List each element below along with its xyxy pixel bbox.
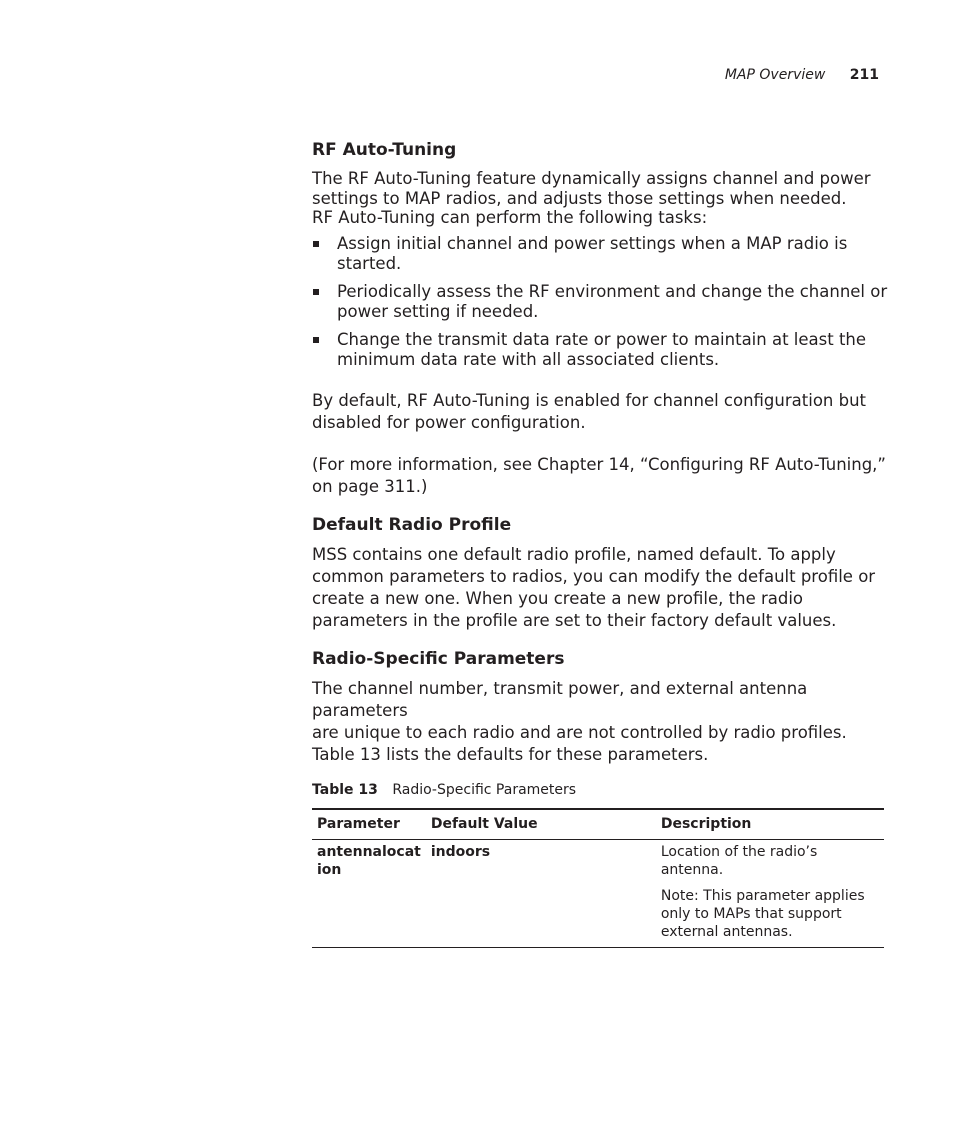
description-text: Location of the radio’s antenna. xyxy=(660,843,818,878)
default-radio-profile-section xyxy=(312,514,888,632)
header-section-title: MAP Overview xyxy=(724,67,826,83)
page-number: 211 xyxy=(849,67,879,83)
default-radio-profile-paragraph: MSS contains one default radio profile, named default. To apply common parameters to radios, you can modify the default profile or create a new one. When you create a new profile, the radio parameters in the profile are set to their factory default values. xyxy=(312,544,876,630)
radio-specific-parameters-paragraph xyxy=(312,678,888,766)
rsp-line: The channel number, transmit power, and external antenna parameters xyxy=(312,678,808,720)
rf-intro-paragraph xyxy=(312,169,888,228)
parameter-text: ion xyxy=(317,861,342,878)
rf-intro-line: settings to MAP radios, and adjusts those settings when needed. xyxy=(312,188,847,208)
rsp-line: Table 13 lists the defaults for these parameters. xyxy=(312,744,709,764)
rf-intro-line: RF Auto-Tuning can perform the following tasks: xyxy=(312,208,708,227)
radio-specific-parameters-section xyxy=(312,648,888,948)
list-item: Change the transmit data rate or power to maintain at least the minimum data rate with all associated clients. xyxy=(312,330,888,370)
table-row xyxy=(312,839,884,947)
list-item: Periodically assess the RF environment and change the channel or power setting if needed. xyxy=(312,282,888,322)
table-caption-label: Table 13 xyxy=(312,781,378,798)
column-header-default-value: Default Value xyxy=(430,815,538,832)
parameter-text: antennalocat xyxy=(317,843,421,860)
radio-parameters-table xyxy=(312,808,884,948)
table-header-row xyxy=(312,809,884,840)
rf-auto-tuning-section xyxy=(312,139,888,498)
rf-intro-line: The RF Auto-Tuning feature dynamically assigns channel and power xyxy=(312,169,871,188)
column-header-parameter: Parameter xyxy=(317,815,400,832)
main-content xyxy=(312,139,888,964)
description-note: Note: This parameter applies only to MAPs that support external antennas. xyxy=(660,887,865,940)
rf-more-info-paragraph: (For more information, see Chapter 14, “Configuring RF Auto-Tuning,” on page 311.) xyxy=(312,454,886,496)
rsp-line: are unique to each radio and are not controlled by radio profiles. xyxy=(312,722,847,742)
default-radio-profile-heading: Default Radio Profile xyxy=(312,514,512,535)
rf-auto-tuning-heading: RF Auto-Tuning xyxy=(312,140,457,160)
cell-description xyxy=(656,839,884,947)
table-caption xyxy=(312,782,888,798)
table-caption-text: Radio-Specific Parameters xyxy=(392,781,577,798)
rf-default-paragraph: By default, RF Auto-Tuning is enabled for channel configuration but disabled for power configuration. xyxy=(312,390,867,432)
column-header-description: Description xyxy=(660,815,752,832)
running-header xyxy=(725,67,879,83)
rf-task-list xyxy=(312,234,888,370)
list-item: Assign initial channel and power settings when a MAP radio is started. xyxy=(312,234,888,274)
cell-default-value: indoors xyxy=(430,843,491,860)
radio-specific-parameters-heading: Radio-Specific Parameters xyxy=(312,648,565,669)
cell-parameter xyxy=(312,839,426,947)
